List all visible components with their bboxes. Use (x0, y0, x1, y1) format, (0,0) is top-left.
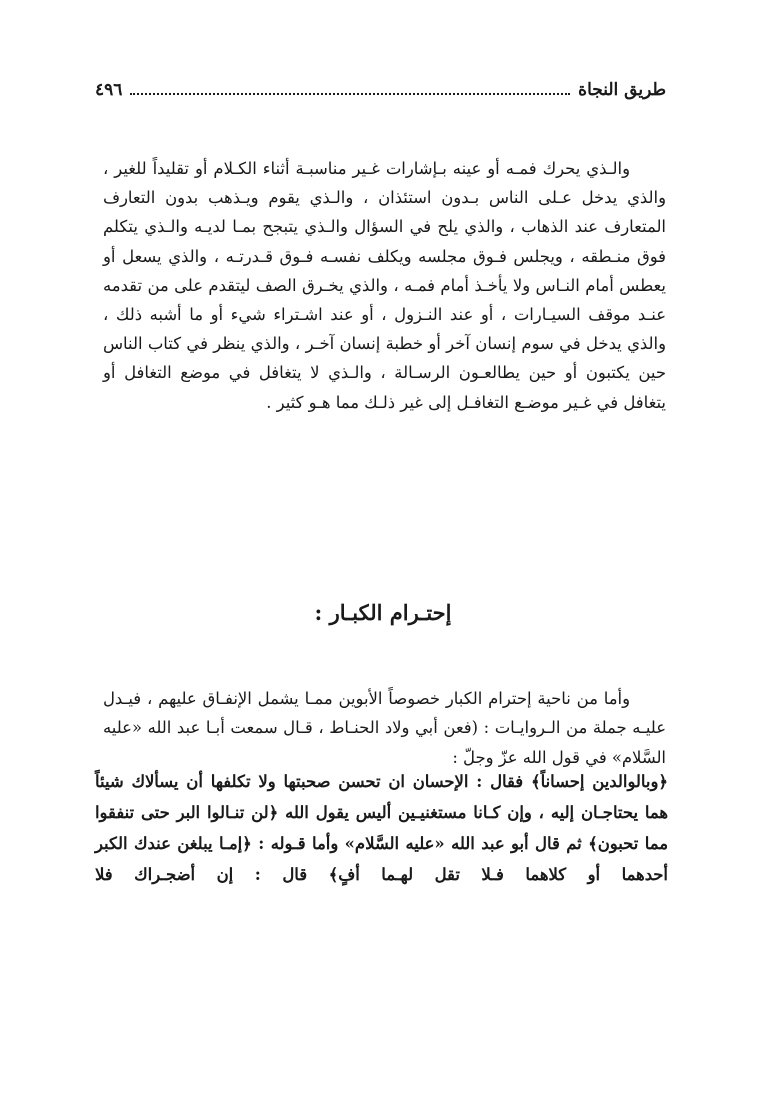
header-leader-dots (130, 83, 570, 95)
paragraph-behaviors: والـذي يحرك فمـه أو عينه بـإشارات غـير مناسبـة أثناء الكـلام أو تقليداً للغير ، والذي يدخل عـلى الناس بـدون استئذان ، والـذي يقوم ويـذهب بدون التعارف المتعارف عند الذهاب ، والذي يلح في السؤال والـذي يتبجح بمـا لديـه والـذي يتكلم فوق منـطقه ، ويجلس فـوق مجلسه ويكلف نفسـه فـوق قـدرتـه ، والذي يسعل أو يعطس أمام النـاس ولا يأخـذ أمام فمـه ، والذي يخـرق الصف ليتقدم على من تقدمه عنـد موقف السيـارات ، أو عند النـزول ، أو عند اشـتراء شيء أو ما أشبه ذلك ، والذي يدخل في سوم إنسان آخر أو خطبة إنسان آخـر ، والذي ينظر في كتاب الناس حين يكتبون أو حين يطالعـون الرسـالة ، والـذي لا يتغافل في موضع التغافل أو يتغافل في غـير موضـع التغافـل إلى غير ذلـك مما هـو كثير . (103, 159, 666, 412)
quran-quote-1: ﴿وبالوالدين إحساناً﴾ (530, 772, 668, 791)
section-heading: إحتـرام الكبـار : (314, 600, 452, 625)
page-number: ٤٩٦ (95, 80, 123, 100)
page-header (95, 80, 666, 100)
paragraph-narration (95, 766, 668, 890)
body-text-section (103, 684, 666, 772)
quran-quote-3: ﴿إمـا يبلغن عندك الكبر أحدهما أو كلاهما فـلا تقل لهـما أفٍ﴾ (95, 834, 668, 884)
body-text-narration (95, 766, 668, 890)
narration-text-1: فقال : الإحسان ان تحسن صحبتها ولا تكلفها أن يسألاك شيئاً هما يحتاجـان إليه ، وإن كـانا مستغنيـين أليس يقول الله (95, 772, 668, 822)
paragraph-respect-intro: وأما من ناحية إحترام الكبار خصوصاً الأبوين ممـا يشمل الإنفـاق عليهم ، فيـدل عليـه جملة من الـروايـات : (فعن أبي ولاد الحنـاط ، قـال سمعت أبـا عبد الله «عليه السَّلام» في قول الله عزّ وجلّ : (103, 689, 666, 767)
narration-text-2: ثم قال أبو عبد الله «عليه السَّلام» وأما قـوله : (251, 834, 589, 853)
quran-quote-2: ﴿لن تنـالوا البر حتى تنفقوا مما تحبون﴾ (95, 803, 669, 853)
book-title: طريق النجاة (578, 80, 666, 100)
body-text-top (103, 154, 666, 417)
narration-text-3: قال : إن أضجـراك فلا (95, 865, 329, 884)
